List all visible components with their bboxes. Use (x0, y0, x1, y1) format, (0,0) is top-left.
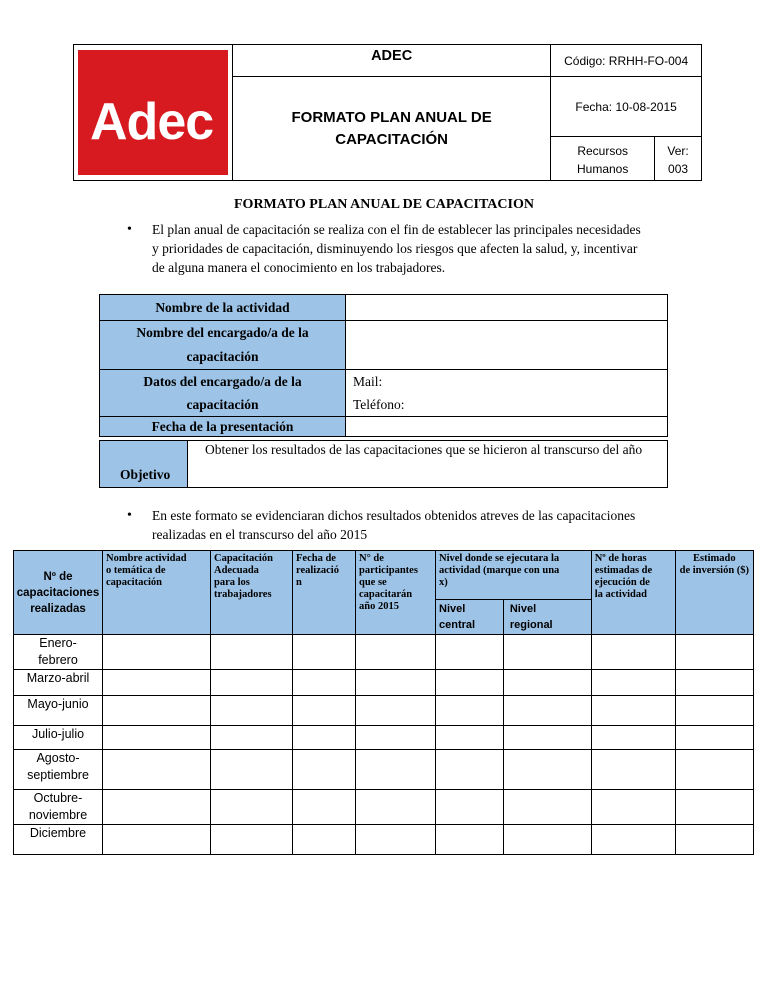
capacitaciones-table (13, 550, 754, 855)
table-cell[interactable] (211, 635, 293, 670)
col-header-participantes (356, 551, 436, 635)
table-cell[interactable] (211, 670, 293, 696)
col-nivel-line1: Nivel donde se ejecutara la (439, 553, 560, 564)
row-period-line1: Marzo-abril (26, 671, 90, 685)
table-cell[interactable] (211, 750, 293, 790)
col-part-line2: participantes (359, 565, 418, 576)
section-title: FORMATO PLAN ANUAL DE CAPACITACION (234, 197, 534, 212)
label-encargado-line1: Nombre del encargado/a de la (136, 325, 309, 340)
field-nombre-actividad[interactable] (346, 295, 668, 321)
field-encargado[interactable] (346, 321, 668, 370)
col-nivel-line3: x) (439, 577, 448, 588)
col-num-line2: capacitaciones (16, 586, 100, 599)
document-header (73, 44, 702, 181)
table-cell[interactable] (591, 670, 675, 696)
label-encargado (100, 321, 346, 370)
table-cell[interactable] (503, 670, 591, 696)
col-header-inversion (675, 551, 753, 635)
col-fecha-line3: n (296, 577, 302, 588)
table-cell[interactable] (293, 670, 356, 696)
table-cell[interactable] (503, 726, 591, 750)
row-period-line1: Octubre- (33, 791, 83, 805)
document-date: Fecha: 10-08-2015 (551, 77, 702, 137)
col-header-nombre (103, 551, 211, 635)
label-datos-encargado (100, 370, 346, 417)
table-cell[interactable] (675, 670, 753, 696)
table-cell[interactable] (675, 635, 753, 670)
logo-cell (74, 45, 233, 181)
capacitaciones-body (14, 635, 754, 855)
area-line2: Humanos (576, 162, 629, 176)
table-cell[interactable] (103, 696, 211, 726)
table-cell[interactable] (503, 750, 591, 790)
table-cell[interactable] (503, 635, 591, 670)
table-cell[interactable] (436, 670, 504, 696)
mail-label: Mail: (353, 374, 383, 389)
col-capac-line4: trabajadores (214, 589, 272, 600)
col-fecha-line2: realizació (296, 565, 339, 576)
table-cell[interactable] (436, 635, 504, 670)
label-objetivo-cell (99, 440, 188, 488)
col-inv-line1: Estimado (693, 553, 736, 564)
bullet-evidencia-line2: realizadas en el transcurso del año 2015 (152, 527, 368, 542)
col-part-line1: N° de (359, 553, 384, 564)
area-line1: Recursos (577, 144, 629, 158)
row-period-line2: septiembre (27, 768, 89, 782)
row-period (14, 670, 103, 696)
table-cell[interactable] (293, 696, 356, 726)
table-cell[interactable] (103, 825, 211, 855)
label-objetivo: Objetivo (120, 467, 171, 482)
col-horas-line4: la actividad (594, 589, 647, 600)
row-period-line1: Julio-julio (31, 727, 85, 741)
row-period (14, 790, 103, 825)
nivel-regional-line2: regional (509, 619, 553, 631)
col-nombre-line1: Nombre actividad (106, 553, 187, 564)
table-cell[interactable] (675, 750, 753, 790)
col-nombre-line2: o temática de (106, 565, 166, 576)
table-cell[interactable] (503, 696, 591, 726)
table-cell[interactable] (436, 750, 504, 790)
col-header-capacitacion (211, 551, 293, 635)
version-line1: Ver: (667, 144, 689, 158)
table-cell[interactable] (591, 750, 675, 790)
table-cell[interactable] (675, 696, 753, 726)
row-period (14, 726, 103, 750)
company-name: ADEC (233, 45, 551, 77)
col-nivel-line2: actividad (marque con una (439, 565, 560, 576)
col-header-nivel-central (436, 600, 504, 635)
col-part-line3: que se (359, 577, 387, 588)
table-cell[interactable] (211, 726, 293, 750)
table-cell[interactable] (293, 635, 356, 670)
version-cell (655, 137, 702, 181)
col-header-horas (591, 551, 675, 635)
table-cell[interactable] (591, 696, 675, 726)
bullet-dot-icon: • (127, 508, 132, 523)
table-cell[interactable] (436, 825, 504, 855)
table-cell[interactable] (103, 635, 211, 670)
table-cell[interactable] (591, 790, 675, 825)
nivel-central-line1: Nivel (439, 603, 466, 615)
bullet-evidencia (127, 506, 660, 544)
table-row (14, 696, 754, 726)
table-cell[interactable] (293, 790, 356, 825)
table-cell[interactable] (356, 825, 436, 855)
col-horas-line2: estimadas de (594, 565, 653, 576)
table-cell[interactable] (211, 790, 293, 825)
row-period (14, 750, 103, 790)
label-fecha-presentacion: Fecha de la presentación (100, 417, 346, 437)
table-cell[interactable] (293, 825, 356, 855)
bullet-intro-line3: de alguna manera el conocimiento en los trabajadores. (152, 260, 446, 275)
activity-info-table (99, 294, 668, 437)
col-nombre-line3: capacitación (106, 577, 162, 588)
col-capac-line2: Adecuada (214, 565, 259, 576)
field-objetivo[interactable] (187, 440, 668, 488)
adec-logo (78, 50, 228, 175)
bullet-intro-line2: y prioridades de capacitación, disminuyendo los riesgos que afecten la salud, y, incentivar (152, 241, 638, 256)
row-period-line1: Diciembre (29, 826, 87, 840)
label-nombre-actividad: Nombre de la actividad (100, 295, 346, 321)
table-cell[interactable] (675, 726, 753, 750)
table-cell[interactable] (591, 726, 675, 750)
table-cell[interactable] (293, 750, 356, 790)
table-cell[interactable] (503, 825, 591, 855)
nivel-regional-line1: Nivel (509, 603, 537, 615)
label-datos-line1: Datos del encargado/a de la (143, 374, 302, 389)
col-capac-line3: para los (214, 577, 250, 588)
table-row (14, 726, 754, 750)
row-period-line1: Mayo-junio (27, 697, 89, 711)
table-cell[interactable] (356, 635, 436, 670)
col-part-line5: año 2015 (359, 601, 399, 612)
row-period-line2: noviembre (28, 808, 88, 822)
table-cell[interactable] (356, 670, 436, 696)
row-period (14, 825, 103, 855)
table-cell[interactable] (103, 790, 211, 825)
label-encargado-line2: capacitación (186, 349, 259, 364)
form-title-line2: CAPACITACIÓN (335, 130, 449, 148)
area-cell (551, 137, 655, 181)
table-cell[interactable] (293, 726, 356, 750)
col-header-nivel-regional (503, 600, 591, 635)
col-inv-line2: de inversión ($) (679, 565, 750, 576)
table-cell[interactable] (211, 825, 293, 855)
table-cell[interactable] (675, 790, 753, 825)
bullet-dot-icon: • (127, 222, 132, 237)
row-period-line2: febrero (38, 653, 78, 667)
logo-text: Adec (90, 93, 214, 151)
table-row (14, 750, 754, 790)
col-num-line1: Nº de (43, 570, 73, 583)
table-cell[interactable] (591, 635, 675, 670)
label-datos-line2: capacitación (186, 397, 259, 412)
row-period-line1: Enero- (39, 636, 77, 650)
table-cell[interactable] (356, 696, 436, 726)
table-cell[interactable] (103, 750, 211, 790)
row-period (14, 696, 103, 726)
telefono-label: Teléfono: (353, 397, 405, 412)
table-row (14, 825, 754, 855)
bullet-intro-line1: El plan anual de capacitación se realiza con el fin de establecer las principales necesidades (152, 222, 641, 237)
table-cell[interactable] (503, 790, 591, 825)
bullet-evidencia-line1: En este formato se evidenciaran dichos resultados obtenidos atreves de las capacitaciones (152, 508, 636, 523)
table-cell[interactable] (675, 825, 753, 855)
table-cell[interactable] (436, 696, 504, 726)
document-code: Código: RRHH-FO-004 (551, 45, 702, 77)
table-cell[interactable] (103, 726, 211, 750)
col-header-fecha (293, 551, 356, 635)
table-row (14, 790, 754, 825)
table-cell[interactable] (356, 750, 436, 790)
col-horas-line3: ejecución de (594, 577, 650, 588)
col-capac-line1: Capacitación (214, 553, 273, 564)
table-cell[interactable] (356, 790, 436, 825)
col-num-line3: realizadas (30, 602, 86, 615)
table-cell[interactable] (436, 726, 504, 750)
row-period (14, 635, 103, 670)
table-cell[interactable] (436, 790, 504, 825)
table-cell[interactable] (591, 825, 675, 855)
table-cell[interactable] (211, 696, 293, 726)
col-fecha-line1: Fecha de (296, 553, 336, 564)
col-part-line4: capacitarán (359, 589, 413, 600)
table-row (14, 635, 754, 670)
table-row (14, 670, 754, 696)
version-line2: 003 (668, 162, 689, 176)
table-cell[interactable] (103, 670, 211, 696)
row-period-line1: Agosto- (36, 751, 80, 765)
bullet-intro (127, 220, 660, 277)
field-fecha-presentacion[interactable] (346, 417, 668, 437)
field-datos-encargado[interactable] (346, 370, 668, 417)
objetivo-text: Obtener los resultados de las capacitaciones que se hicieron al transcurso del año (205, 442, 643, 457)
col-header-nivel (436, 551, 592, 600)
col-horas-line1: Nº de horas (594, 553, 647, 564)
form-title-line1: FORMATO PLAN ANUAL DE (291, 108, 492, 126)
nivel-central-line2: central (439, 619, 476, 631)
col-header-num (14, 551, 103, 635)
form-title (233, 77, 551, 181)
table-cell[interactable] (356, 726, 436, 750)
